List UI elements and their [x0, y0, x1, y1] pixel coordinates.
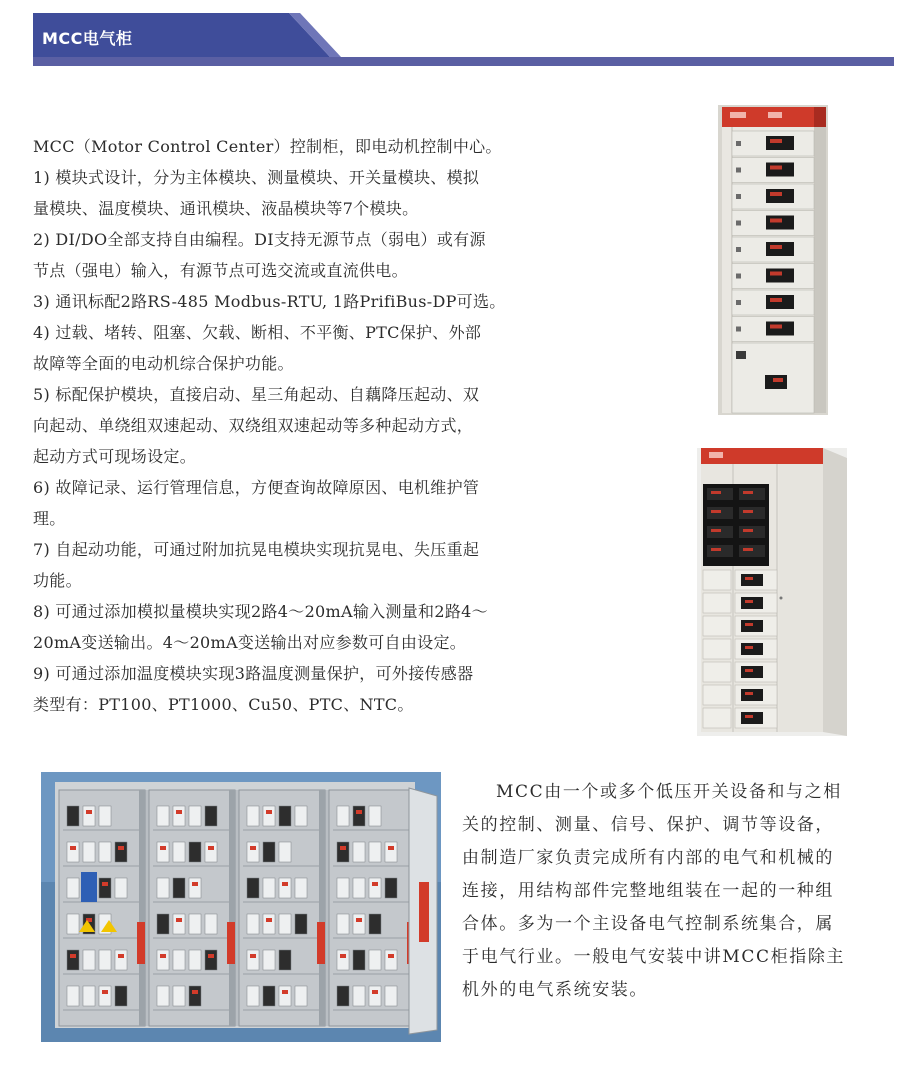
- section-header-banner: [0, 0, 921, 70]
- feature-item-5: 5) 标配保护模块，直接启动、星三角起动、自藕降压起动、双 向起动、单绕组双速起动、双绕组双速起动等多种起动方式， 起动方式可现场设定。: [33, 385, 480, 466]
- mcc-cabinet-interior-image: [41, 772, 441, 1042]
- feature-item-9: 9) 可通过添加温度模块实现3路温度测量保护，可外接传感器 类型有：PT100、PT1000、Cu50、PTC、NTC。: [33, 664, 474, 714]
- feature-item-1: 1) 模块式设计，分为主体模块、测量模块、开关量模块、模拟 量模块、温度模块、通讯模块、液晶模块等7个模块。: [33, 168, 480, 218]
- mcc-description: MCC由一个或多个低压开关设备和与之相关的控制、测量、信号、保护、调节等设备，由制造厂家负责完成所有内部的电气和机械的连接，用结构部件完整地组装在一起的一种组合体。多为一个主设备电气控制系统集合，属于电气行业。一般电气安装中讲MCC柜指除主机外的电气系统安装。: [462, 782, 846, 1000]
- intro-text: MCC（Motor Control Center）控制柜，即电动机控制中心。: [33, 137, 502, 156]
- feature-item-6: 6) 故障记录、运行管理信息，方便查询故障原因、电机维护管 理。: [33, 478, 480, 528]
- feature-item-2: 2) DI/DO全部支持自由编程。DI支持无源节点（弱电）或有源 节点（强电）输入，有源节点可选交流或直流供电。: [33, 230, 486, 280]
- feature-item-3: 3) 通讯标配2路RS-485 Modbus-RTU, 1路PrifiBus-DP可选。: [33, 292, 506, 311]
- mcc-cabinet-drawer-image: [718, 105, 828, 415]
- mcc-cabinet-front-image: [697, 448, 847, 736]
- feature-item-8: 8) 可通过添加模拟量模块实现2路4～20mA输入测量和2路4～ 20mA变送输出。4～20mA变送输出对应参数可自由设定。: [33, 602, 488, 652]
- feature-list: [33, 131, 645, 720]
- feature-item-4: 4) 过载、堵转、阻塞、欠载、断相、不平衡、PTC保护、外部 故障等全面的电动机综合保护功能。: [33, 323, 482, 373]
- section-title: MCC电气柜: [42, 29, 133, 48]
- feature-item-7: 7) 自起动功能，可通过附加抗晃电模块实现抗晃电、失压重起 功能。: [33, 540, 480, 590]
